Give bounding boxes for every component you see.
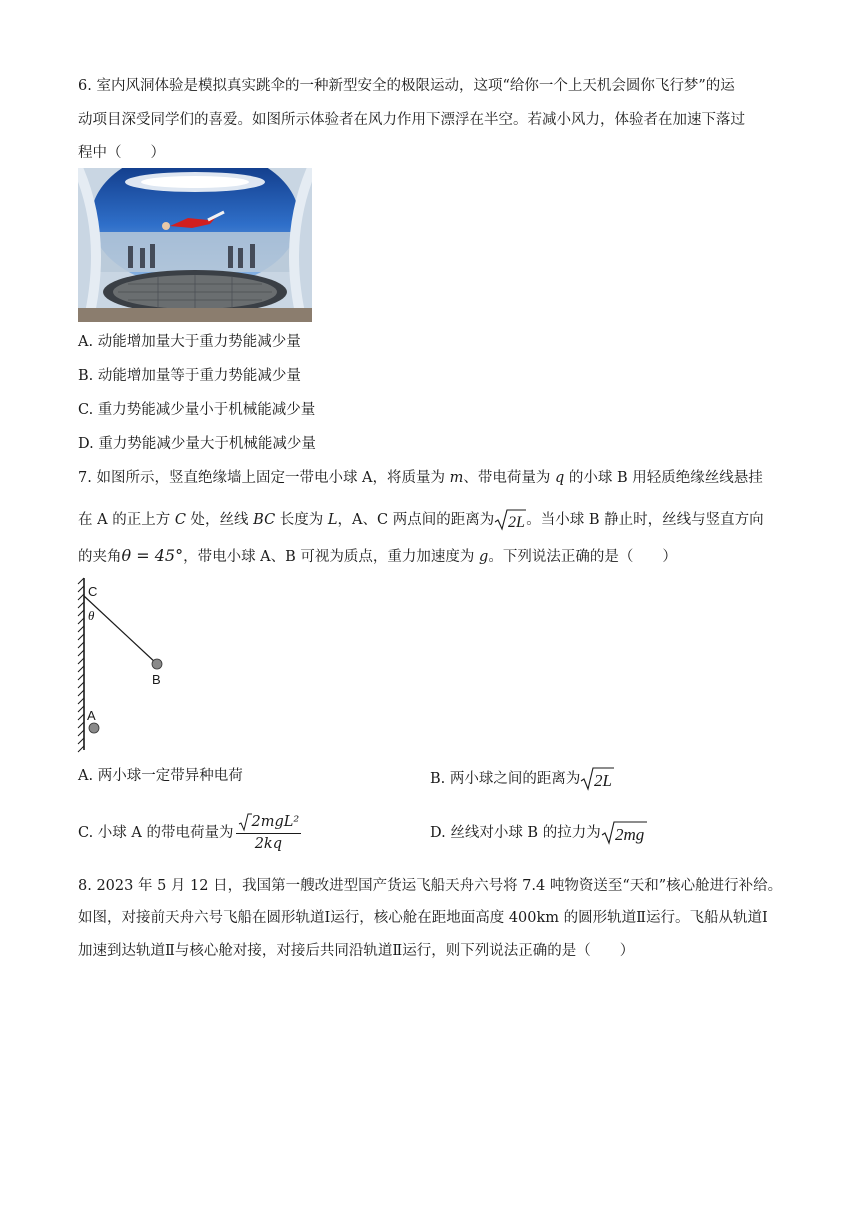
svg-text:2L: 2L: [508, 514, 526, 531]
label-a: A: [87, 708, 96, 723]
q6-stem-line-2: 动项目深受同学们的喜爱。如图所示体验者在风力作用下漂浮在半空。若减小风力，体验者在加速下落过: [78, 112, 745, 128]
q7-stem-line-3: 的夹角θ = 45°，带电小球 A、B 可视为质点，重力加速度为 g。下列说法正确的是（ ）: [78, 546, 677, 565]
q6-option-b: B. 动能增加量等于重力势能减少量: [78, 368, 301, 384]
ball-b: [152, 659, 162, 669]
q7-stem-line-2: 在 A 的正上方 C 处，丝线 BC 长度为 L，A、C 两点间的距离为 2L 。当小球 B 静止时，丝线与竖直方向: [78, 508, 764, 532]
ball-a: [89, 723, 99, 733]
label-c: C: [88, 584, 98, 599]
q7-stem-line-1: 7. 如图所示，竖直绝缘墙上固定一带电小球 A，将质量为 m、带电荷量为 q 的小球 B 用轻质绝缘丝线悬挂: [78, 470, 763, 486]
q7-option-a: A. 两小球一定带异种电荷: [78, 768, 243, 784]
charge-fraction: $\frac{\text{2mgL²}}{2kq}$: [236, 812, 302, 854]
q7-option-c: C. 小球 A 的带电荷量为 $\frac{\text{2mgL²}}{2kq}$: [78, 814, 300, 852]
q6-option-c: C. 重力势能减少量小于机械能减少量: [78, 402, 316, 418]
sqrt-2l-answer: [580, 766, 614, 792]
q8-stem-line-3: 加速到达轨道Ⅱ与核心舱对接，对接后共同沿轨道Ⅱ运行，则下列说法正确的是（ ）: [78, 943, 635, 959]
charged-ball-diagram: [76, 574, 206, 754]
q6-stem-line-1: 6. 室内风洞体验是模拟真实跳伞的一种新型安全的极限运动，这项“给你一个上天机会圆你飞行梦”的运: [78, 78, 735, 94]
q7-option-d: D. 丝线对小球 B 的拉力为 2mg: [430, 820, 647, 846]
q6-option-d: D. 重力势能减少量大于机械能减少量: [78, 436, 316, 452]
svg-text:2mg: 2mg: [614, 825, 644, 844]
label-theta: θ: [88, 608, 95, 623]
wind-tunnel-photo: [78, 168, 312, 322]
q8-stem-line-2: 如图，对接前天舟六号飞船在圆形轨道Ⅰ运行，核心舱在距地面高度 400km 的圆形轨道Ⅱ运行。飞船从轨道Ⅰ: [78, 910, 768, 926]
q8-stem-line-1: 8. 2023 年 5 月 12 日，我国第一艘改进型国产货运飞船天舟六号将 7.4 吨物资送至“天和”核心舱进行补给。: [78, 878, 783, 894]
sqrt-2l-formula: [494, 508, 526, 532]
q7-option-b: B. 两小球之间的距离为 2L: [430, 766, 614, 792]
label-b: B: [152, 672, 161, 687]
q6-stem-line-3: 程中（ ）: [78, 145, 165, 161]
silk-thread: [84, 596, 157, 664]
svg-text:2L: 2L: [594, 771, 613, 790]
q6-option-a: A. 动能增加量大于重力势能减少量: [78, 334, 301, 350]
sqrt-2mg-answer: [601, 820, 647, 846]
